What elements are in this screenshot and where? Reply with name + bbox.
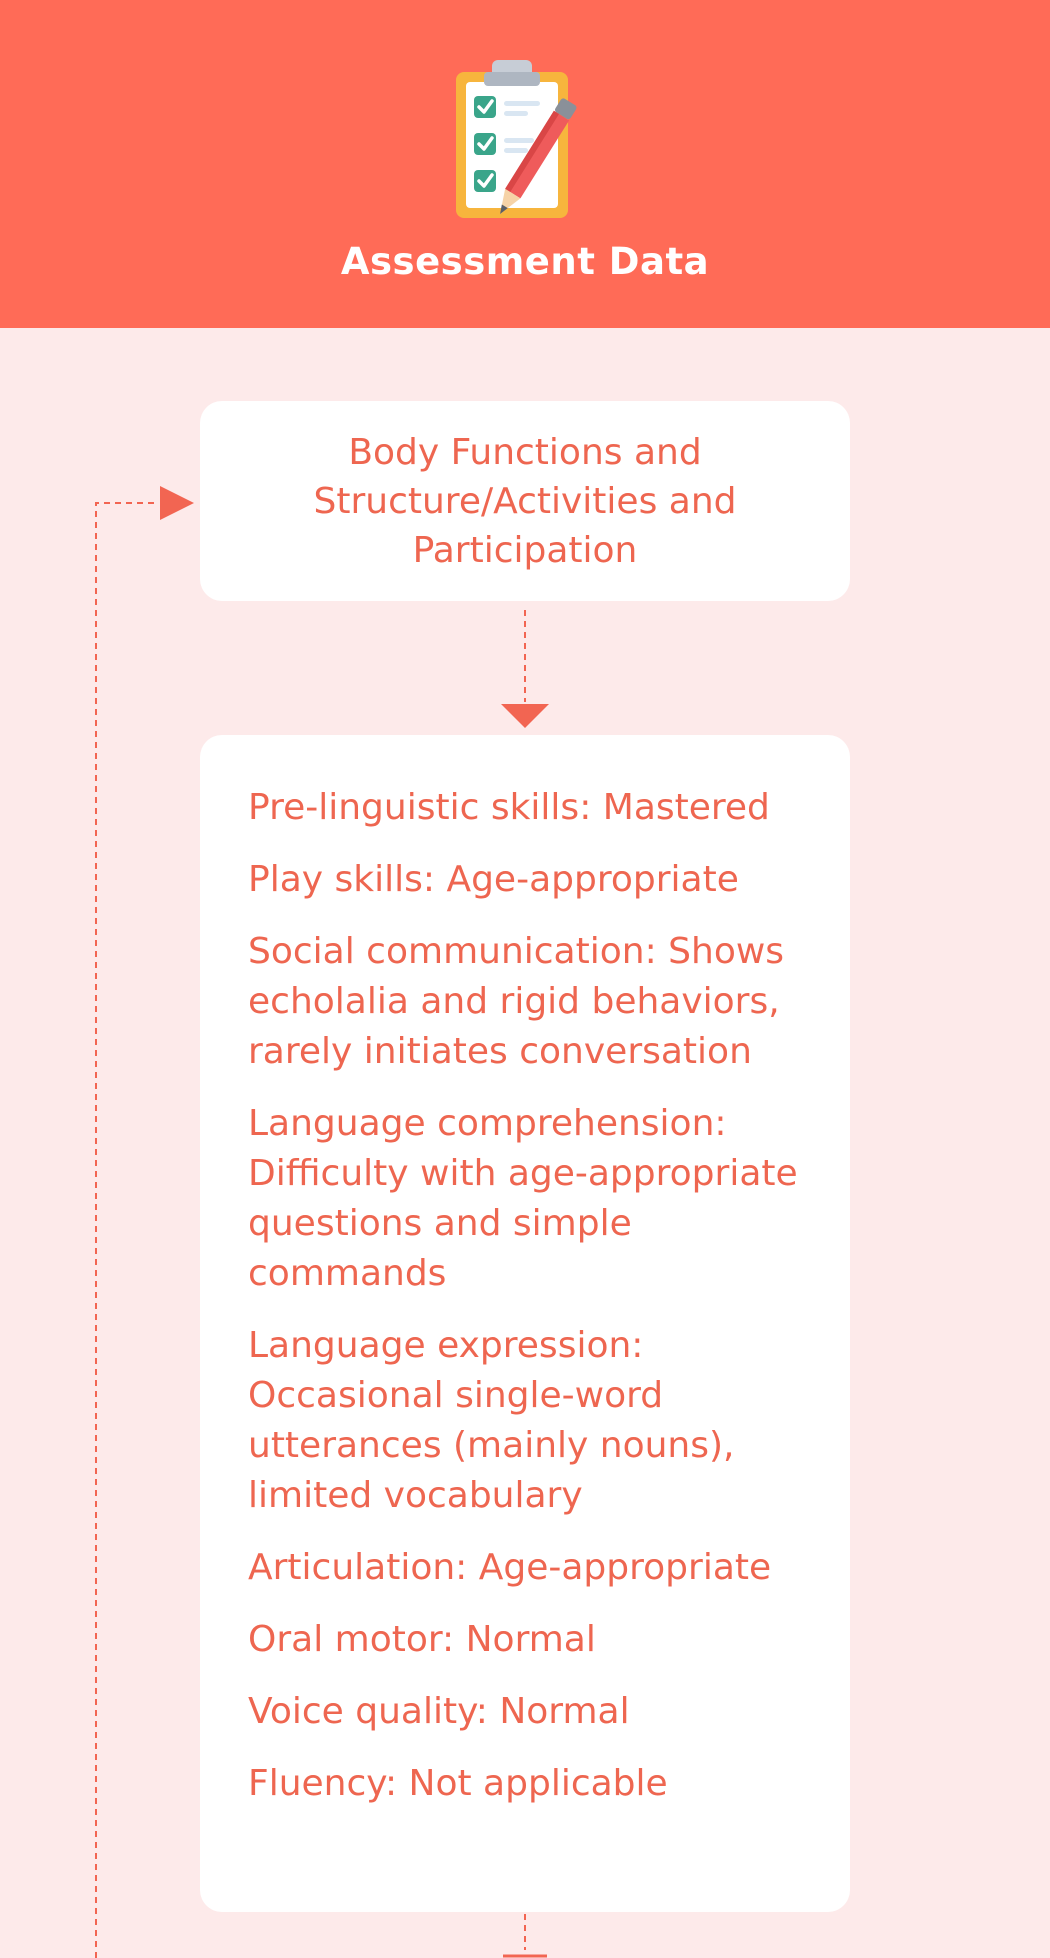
list-item-voice-quality: Voice quality: Normal xyxy=(248,1691,630,1732)
list-item-oral-motor: Oral motor: Normal xyxy=(248,1619,596,1660)
assessment-details-card xyxy=(200,735,850,1912)
list-item-play-skills: Play skills: Age-appropriate xyxy=(248,859,739,900)
connector-arrowhead xyxy=(501,704,549,728)
list-item-prelinguistic: Pre-linguistic skills: Mastered xyxy=(248,787,770,828)
feedback-arrowhead xyxy=(160,486,194,520)
list-item-social-communication: Social communication: Shows echolalia and rigid behaviors, rarely initiates conversation xyxy=(248,931,785,1072)
assessment-list xyxy=(248,783,830,1809)
list-item-fluency: Fluency: Not applicable xyxy=(248,1763,668,1804)
list-item-articulation: Articulation: Age-appropriate xyxy=(248,1547,772,1588)
feedback-loop-line xyxy=(96,503,158,1958)
list-item-language-expression: Language expression: Occasional single-word utterances (mainly nouns), limited vocabulary xyxy=(248,1325,735,1516)
body-functions-card xyxy=(200,401,850,601)
page-title: Assessment Data xyxy=(340,240,710,283)
body-functions-label: Body Functions and Structure/Activities and Participation xyxy=(313,431,737,571)
list-item-language-comprehension: Language comprehension: Difficulty with age-appropriate questions and simple commands xyxy=(248,1103,798,1294)
